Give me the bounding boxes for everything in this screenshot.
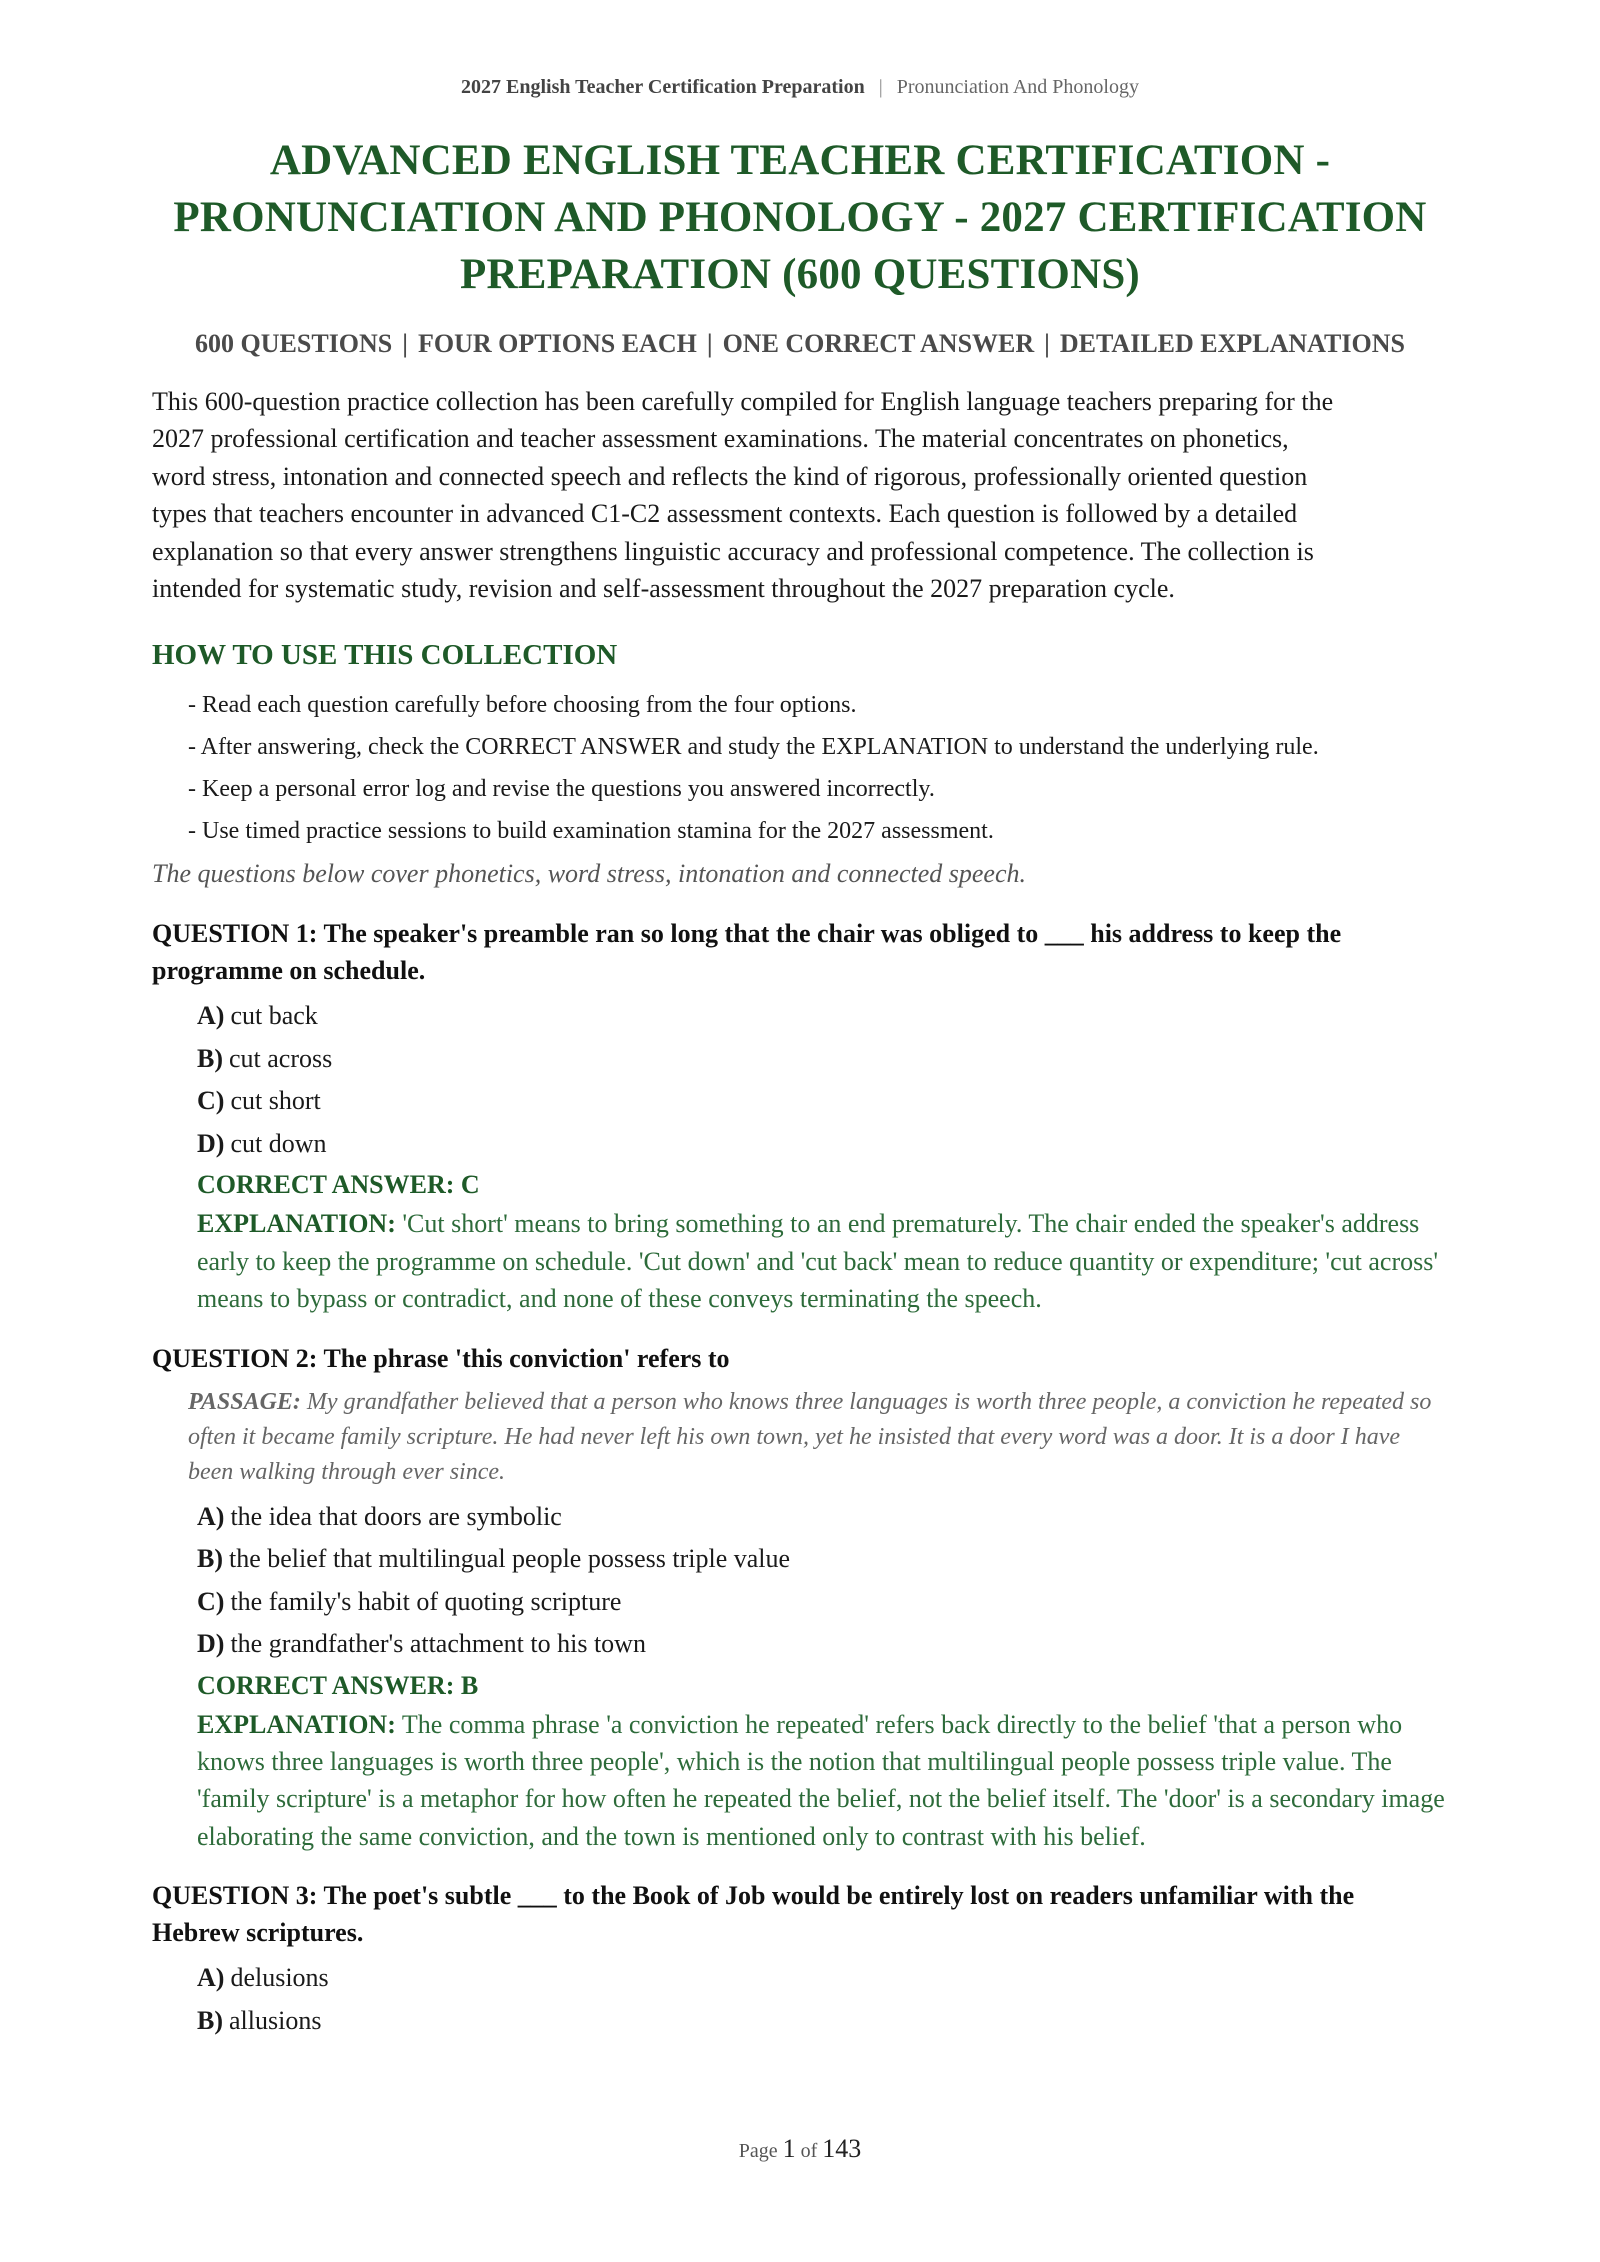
- option-c: [197, 1080, 1448, 1123]
- option-text: cut down: [230, 1128, 327, 1158]
- option-text: cut across: [229, 1043, 333, 1073]
- stat-separator: |: [402, 329, 409, 358]
- title-line: PRONUNCIATION AND PHONOLOGY - 2027 CERTIFICATION: [173, 194, 1427, 241]
- stat-item: DETAILED EXPLANATIONS: [1059, 329, 1405, 358]
- option-text: delusions: [230, 1963, 329, 1993]
- option-b: [197, 1538, 1448, 1581]
- option-letter: B): [197, 2005, 223, 2035]
- intro-paragraph: [152, 383, 1448, 607]
- header-topic: Pronunciation And Phonology: [896, 76, 1139, 98]
- option-letter: B): [197, 1544, 223, 1574]
- coverage-note: The questions below cover phonetics, word stress, intonation and connected speech.: [152, 859, 1026, 889]
- option-text: cut back: [230, 1001, 318, 1031]
- option-a: [197, 1957, 1448, 2000]
- question-stem: QUESTION 3: The poet's subtle ___ to the Book of Job would be entirely lost on readers unfamiliar with the Hebrew scriptures.: [152, 1881, 1355, 1948]
- page-footer: [0, 2134, 1600, 2164]
- option-a: [197, 1496, 1448, 1539]
- intro-line: word stress, intonation and connected speech and reflects the kind of rigorous, professionally oriented question: [152, 461, 1308, 491]
- answer-options: [197, 995, 1448, 1165]
- reading-passage: [188, 1385, 1448, 1490]
- correct-answer: CORRECT ANSWER: C: [197, 1170, 480, 1200]
- option-letter: D): [197, 1128, 225, 1158]
- option-b: [197, 2000, 1448, 2043]
- intro-line: 2027 professional certification and teacher assessment examinations. The material concentrates on phonetics,: [152, 424, 1289, 454]
- option-d: [197, 1623, 1448, 1666]
- stat-item: 600 QUESTIONS: [195, 329, 393, 358]
- question-stem: QUESTION 2: The phrase 'this conviction' refers to: [152, 1343, 730, 1373]
- option-text: the family's habit of quoting scripture: [230, 1586, 622, 1616]
- stat-separator: |: [1044, 329, 1050, 358]
- intro-line: This 600-question practice collection has been carefully compiled for English language teachers preparing for the: [152, 387, 1334, 416]
- question-block: [152, 1340, 1448, 1856]
- page-label: Page: [738, 2140, 778, 2162]
- how-to-use-item: - After answering, check the CORRECT ANSWER and study the EXPLANATION to understand the underlying rule.: [188, 734, 1319, 761]
- explanation-label: EXPLANATION:: [197, 1709, 396, 1739]
- stat-separator: |: [706, 329, 713, 358]
- stat-item: FOUR OPTIONS EACH: [418, 329, 697, 358]
- question-block: [152, 1877, 1448, 2042]
- option-letter: A): [197, 1501, 225, 1531]
- answer-options: [197, 1957, 1448, 2042]
- explanation: [197, 1706, 1448, 1856]
- collection-stats: [152, 329, 1448, 359]
- total-pages-number: 143: [822, 2134, 862, 2163]
- option-letter: A): [197, 1963, 225, 1993]
- correct-answer: CORRECT ANSWER: B: [197, 1670, 479, 1700]
- option-letter: C): [197, 1586, 225, 1616]
- how-to-use-item: - Use timed practice sessions to build examination stamina for the 2027 assessment.: [188, 818, 994, 845]
- option-letter: A): [197, 1001, 225, 1031]
- explanation-text: 'Cut short' means to bring something to an end prematurely. The chair ended the speaker's address early to keep the programme on schedule. 'Cut down' and 'cut back' mean to reduce quantity or expenditure; 'cut across' means to bypass or contradict, and none of these conveys terminating the speech.: [197, 1209, 1439, 1314]
- option-d: [197, 1123, 1448, 1166]
- page-content: [152, 132, 1448, 2042]
- option-c: [197, 1581, 1448, 1624]
- option-text: the belief that multilingual people possess triple value: [229, 1544, 791, 1574]
- how-to-use-item: - Keep a personal error log and revise the questions you answered incorrectly.: [188, 776, 935, 803]
- how-to-use-item: - Read each question carefully before choosing from the four options.: [188, 692, 857, 719]
- explanation-label: EXPLANATION:: [197, 1209, 396, 1239]
- passage-label: PASSAGE:: [188, 1388, 301, 1415]
- option-letter: B): [197, 1043, 223, 1073]
- question-block: [152, 915, 1448, 1317]
- passage-text: My grandfather believed that a person who knows three languages is worth three people, a conviction he repeated so often it became family scripture. He had never left his own town, yet he insisted that every word was a door. It is a door I have been walking through ever since.: [188, 1388, 1432, 1485]
- question-stem: QUESTION 1: The speaker's preamble ran so long that the chair was obliged to ___ his address to keep the programme on schedule.: [152, 919, 1342, 986]
- option-text: allusions: [229, 2005, 322, 2035]
- option-letter: C): [197, 1086, 225, 1116]
- option-text: the idea that doors are symbolic: [230, 1501, 562, 1531]
- option-a: [197, 995, 1448, 1038]
- running-header: [0, 76, 1600, 99]
- option-letter: D): [197, 1629, 225, 1659]
- explanation: [197, 1205, 1448, 1317]
- option-text: cut short: [230, 1086, 321, 1116]
- how-to-use-heading: HOW TO USE THIS COLLECTION: [152, 639, 618, 672]
- current-page-number: 1: [782, 2134, 796, 2163]
- stat-item: ONE CORRECT ANSWER: [722, 329, 1035, 358]
- intro-line: types that teachers encounter in advanced C1-C2 assessment contexts. Each question is followed by a detailed: [152, 499, 1298, 529]
- explanation-text: The comma phrase 'a conviction he repeated' refers back directly to the belief 'that a person who knows three languages is worth three people', which is the notion that multilingual people possess triple value. The 'family scripture' is a metaphor for how often he repeated the belief, not the belief itself. The 'door' is a secondary image elaborating the same conviction, and the town is mentioned only to contrast with his belief.: [197, 1709, 1445, 1851]
- title-line: ADVANCED ENGLISH TEACHER CERTIFICATION -: [269, 137, 1331, 184]
- page-of-label: of: [800, 2140, 818, 2162]
- title-line: PREPARATION (600 QUESTIONS): [460, 251, 1140, 298]
- answer-options: [197, 1496, 1448, 1666]
- how-to-use-list: [152, 687, 1448, 850]
- header-separator: |: [878, 76, 883, 98]
- intro-line: intended for systematic study, revision and self-assessment throughout the 2027 preparation cycle.: [152, 574, 1175, 604]
- option-b: [197, 1038, 1448, 1081]
- intro-line: explanation so that every answer strengthens linguistic accuracy and professional competence. The collection is: [152, 536, 1314, 566]
- header-title: 2027 English Teacher Certification Preparation: [461, 76, 865, 98]
- option-text: the grandfather's attachment to his town: [230, 1629, 646, 1659]
- document-title: [152, 132, 1448, 303]
